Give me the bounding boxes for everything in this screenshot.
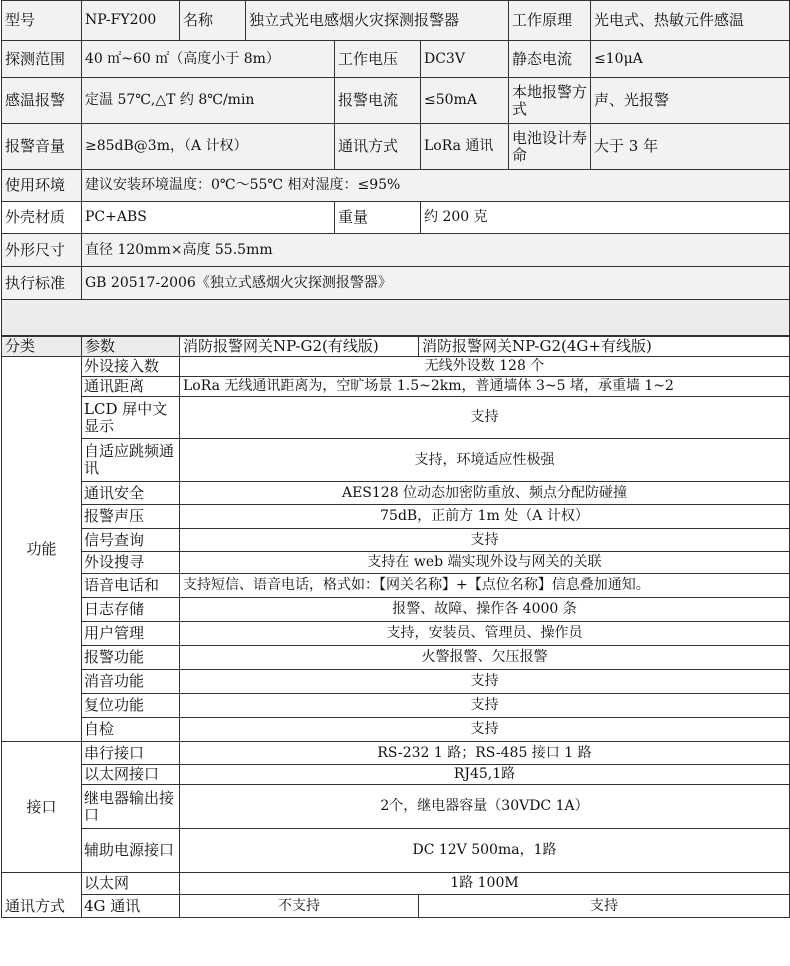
size-label: 外形尺寸 [2,234,82,267]
name-value: 独立式光电感烟火灾探测报警器 [246,1,509,41]
ethernet-label: 以太网 [82,873,180,895]
interface-value: DC 12V 500ma，1路 [180,829,790,873]
volume-label: 报警音量 [2,124,82,170]
range-label: 探测范围 [2,41,82,78]
local-alarm-value: 声、光报警 [591,78,790,124]
function-label: 复位功能 [82,694,180,718]
volume-value: ≥85dB@3m，（A 计权） [82,124,335,170]
shell-value: PC+ABS [82,202,335,234]
function-label: 用户管理 [82,622,180,646]
voltage-label: 工作电压 [335,41,421,78]
spacer-row [2,300,790,336]
function-value: 支持 [180,529,790,552]
comm-label: 通讯方式 [335,124,421,170]
interface-group-label: 接口 [2,742,82,873]
function-label: 自检 [82,718,180,742]
model-value: NP-FY200 [82,1,180,41]
ethernet-value: 1路 100M [180,873,790,895]
voltage-value: DC3V [421,41,509,78]
function-value: 75dB，正前方 1m 处（A 计权） [180,505,790,529]
function-label: 报警声压 [82,505,180,529]
function-value: 支持在 web 端实现外设与网关的关联 [180,552,790,574]
interface-label: 辅助电源接口 [82,829,180,873]
name-label: 名称 [180,1,246,41]
local-alarm-label: 本地报警方式 [509,78,591,124]
function-label: LCD 屏中文显示 [82,397,180,439]
function-value: 支持 [180,670,790,694]
function-value: 支持，安装员、管理员、操作员 [180,622,790,646]
principle-label: 工作原理 [509,1,591,41]
lte-wired-value: 不支持 [180,895,419,918]
static-current-label: 静态电流 [509,41,591,78]
interface-value: RS-232 1 路；RS-485 接口 1 路 [180,742,790,765]
function-label: 消音功能 [82,670,180,694]
alarm-current-value: ≤50mA [421,78,509,124]
principle-value: 光电式、热敏元件感温 [591,1,790,41]
category-header: 分类 [2,337,82,357]
function-value: 支持 [180,718,790,742]
function-label: 通讯安全 [82,482,180,505]
alarm-current-label: 报警电流 [335,78,421,124]
function-value: 无线外设数 128 个 [180,357,790,377]
interface-value: RJ45,1路 [180,765,790,785]
battery-label: 电池设计寿命 [509,124,591,170]
function-value: 支持短信、语音电话，格式如：【网关名称】+【点位名称】信息叠加通知。 [180,574,790,598]
function-group-label: 功能 [2,357,82,742]
function-label: 语音电话和 [82,574,180,598]
gateway-table [1,336,790,918]
function-value: 支持 [180,694,790,718]
comm-value: LoRa 通讯 [421,124,509,170]
function-label: 自适应跳频通讯 [82,439,180,482]
model-label: 型号 [2,1,82,41]
function-value: 火警报警、欠压报警 [180,646,790,670]
size-value: 直径 120mm×高度 55.5mm [82,234,790,267]
function-label: 报警功能 [82,646,180,670]
weight-value: 约 200 克 [421,202,790,234]
lte-label: 4G 通讯 [82,895,180,918]
interface-value: 2个，继电器容量（30VDC 1A） [180,785,790,829]
function-label: 信号查询 [82,529,180,552]
interface-label: 以太网接口 [82,765,180,785]
spec-table [1,0,790,336]
function-label: 日志存储 [82,598,180,622]
function-value: 支持，环境适应性极强 [180,439,790,482]
function-label: 通讯距离 [82,377,180,397]
function-value: 支持 [180,397,790,439]
comm-group-label: 通讯方式 [2,873,82,918]
shell-label: 外壳材质 [2,202,82,234]
interface-label: 继电器输出接口 [82,785,180,829]
temp-alarm-value: 定温 57℃,△T 约 8℃/min [82,78,335,124]
battery-value: 大于 3 年 [591,124,790,170]
function-label: 外设搜寻 [82,552,180,574]
standard-value: GB 20517-2006《独立式感烟火灾探测报警器》 [82,267,790,300]
range-value: 40 ㎡~60 ㎡（高度小于 8m） [82,41,335,78]
lte-header: 消防报警网关NP-G2(4G+有线版) [419,337,790,357]
interface-label: 串行接口 [82,742,180,765]
function-value: 报警、故障、操作各 4000 条 [180,598,790,622]
param-header: 参数 [82,337,180,357]
standard-label: 执行标准 [2,267,82,300]
function-label: 外设接入数 [82,357,180,377]
temp-alarm-label: 感温报警 [2,78,82,124]
lte-lte-value: 支持 [419,895,790,918]
env-label: 使用环境 [2,170,82,202]
static-current-value: ≤10μA [591,41,790,78]
wired-header: 消防报警网关NP-G2(有线版) [180,337,419,357]
env-value: 建议安装环境温度：0℃～55℃ 相对湿度：≤95% [82,170,790,202]
function-value: LoRa 无线通讯距离为，空旷场景 1.5~2km，普通墙体 3~5 堵，承重墙 1~2 [180,377,790,397]
function-value: AES128 位动态加密防重放、频点分配防碰撞 [180,482,790,505]
weight-label: 重量 [335,202,421,234]
